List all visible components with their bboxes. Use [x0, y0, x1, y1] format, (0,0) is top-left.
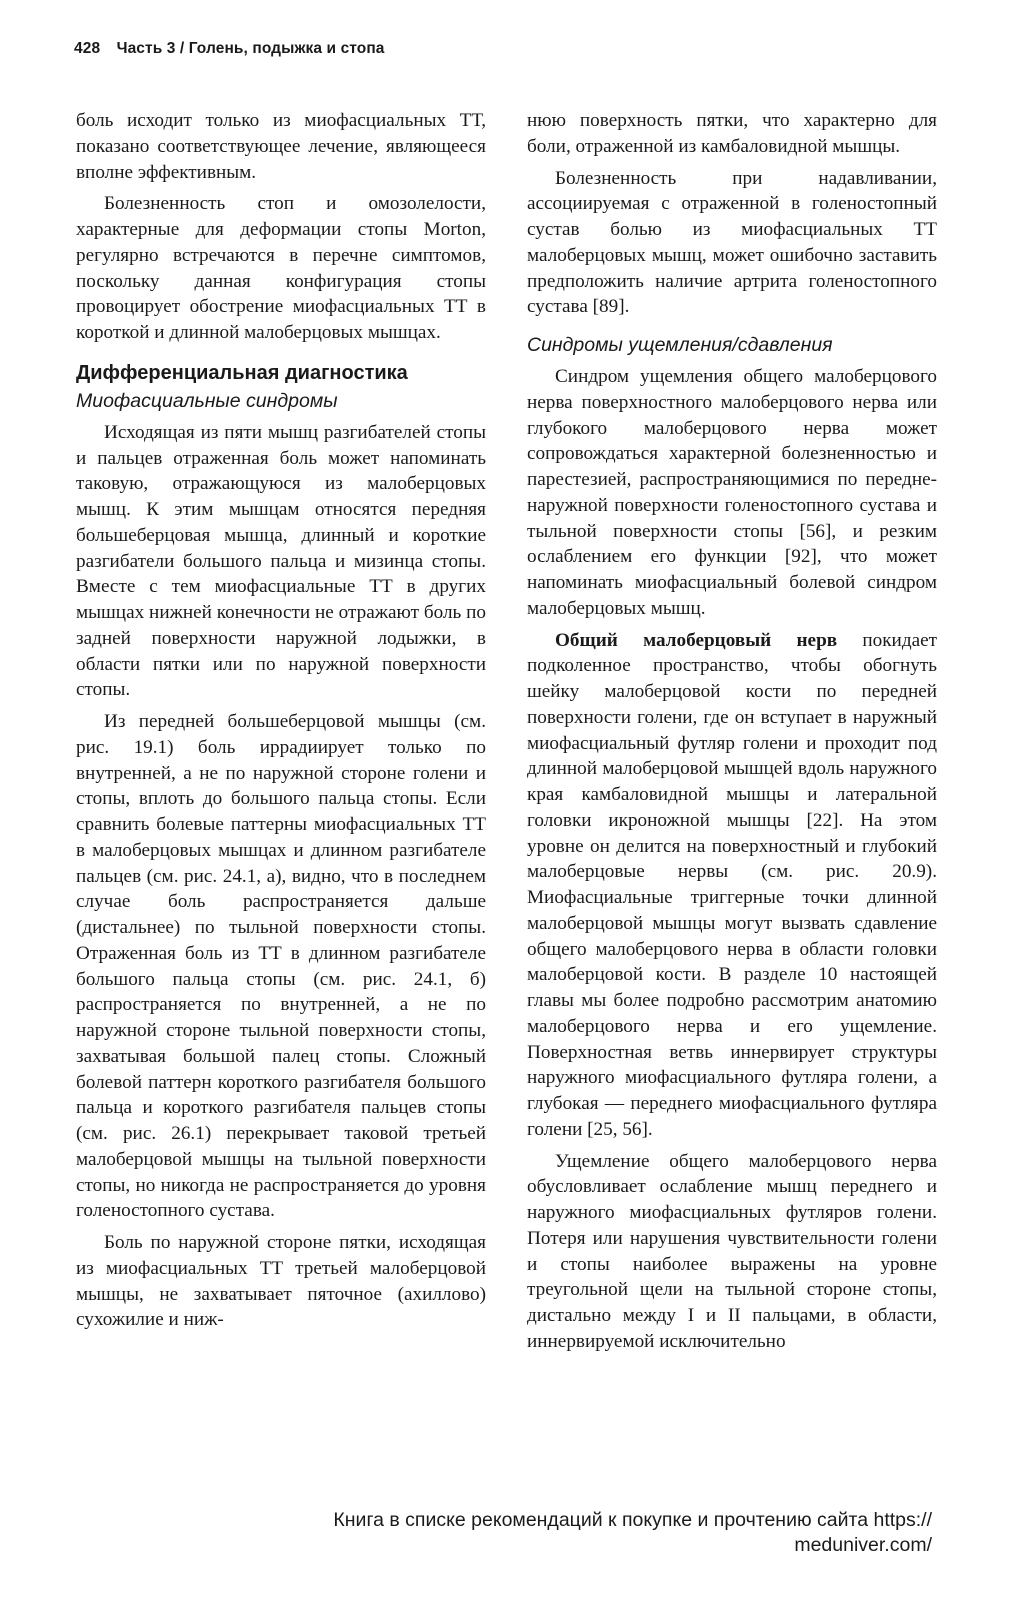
right-column	[527, 108, 937, 1361]
subheading: Миофасциальные синдромы	[76, 389, 338, 412]
page-number: 428	[74, 40, 101, 57]
paragraph-text: покидает подколенное пространство, чтобы обогнуть шейку малоберцовой кости по передней поверхности голени, где он вступает в наружный миофасциальный футляр голени и проходит под длинной малоберцовой мышцей вдоль наружного края камбаловидной мышцы и латеральной головки икроножной мышцы [22]. На этом уровне он делится на поверхностный и глубокий малоберцовые нервы (см. рис. 20.9). Миофасциальные триггерные точки длинной малоберцовой мышцы могут вызвать сдавление общего малоберцового нерва в области головки малоберцовой кости. В разделе 10 настоящей главы мы более подробно рассмотрим анатомию малоберцового нерва и его ущемление. Поверхностная ветвь иннервирует структуры наружного миофасциального футляра голени, а глубокая — переднего миофасциального футляра голени [25, 56].	[527, 629, 937, 1140]
paragraph: Боль по наружной стороне пятки, исходящая из миофасциальных ТТ третьей малоберцовой мышцы, не захватывает пяточное (ахиллово) сухожилие и ниж-	[76, 1232, 486, 1331]
footer-link[interactable]: meduniver.com/	[794, 1534, 932, 1556]
footer-line: Книга в списке рекомендаций к покупке и прочтению сайта https://	[333, 1509, 932, 1531]
paragraph	[527, 628, 937, 1143]
paragraph: Болезненность стоп и омозолелости, характерные для деформации стопы Morton, регулярно встречаются в перечне симптомов, поскольку данная конфигурация стопы провоцирует обострение миофасциальных ТТ в короткой и длинной малоберцовых мышцах.	[76, 193, 486, 343]
section-heading: Дифференциальная диагностика	[76, 361, 408, 384]
paragraph: Болезненность при надавливании, ассоциируемая с отраженной в голеностопный сустав болью из миофасциальных ТТ малоберцовых мышц, может ошибочно заставить предположить наличие артрита голеностопного сустава [89].	[527, 167, 937, 318]
paragraph: боль исходит только из миофасциальных ТТ, показано соответствующее лечение, являющееся вполне эффективным.	[76, 110, 486, 183]
paragraph: Синдром ущемления общего малоберцового нерва поверхностного малоберцового нерва или глубокого малоберцового нерва может сопровождаться характерной болезненностью и парестезией, распространяющимися по переднe-наружной поверхности голеностопного сустава и тыльной поверхности стопы [56], и резким ослаблением его функции [92], что может напоминать миофасциальный болевой синдром малоберцовых мышц.	[527, 366, 937, 619]
paragraph: нюю поверхность пятки, что характерно для боли, отраженной из камбаловидной мышцы.	[527, 110, 937, 157]
watermark-footer	[172, 1508, 932, 1558]
paragraph: Ущемление общего малоберцового нерва обусловливает ослабление мышц переднего и наружного миофасциальных футляров голени. Потеря или нарушения чувствительности голени и стопы наиболее выражены на уровне треугольной щели на тыльной стороне стопы, дистально между I и II пальцами, в области, иннервируемой исключительно	[527, 1150, 937, 1352]
running-head	[74, 40, 385, 58]
bold-term: Общий малоберцовый нерв	[555, 629, 838, 651]
paragraph: Исходящая из пяти мышц разгибателей стопы и пальцев отраженная боль может напоминать таковую, отражающуюся из малоберцовых мышц. К этим мышцам относятся передняя большеберцовая мышца, длинный и короткие разгибатели большого пальца и мизинца стопы. Вместе с тем миофасциальные ТТ в других мышцах нижней конечности не отражают боль по задней поверхности наружной лодыжки, в области пятки или по наружной поверхности стопы.	[76, 421, 486, 701]
left-column	[76, 108, 486, 1339]
paragraph: Из передней большеберцовой мышцы (см. рис. 19.1) боль иррадиирует только по внутренней, а не по наружной стороне голени и стопы, вплоть до большого пальца стопы. Если сравнить болевые паттерны миофасциальных ТТ в малоберцовых мышцах и длинном разгибателе пальцев (см. рис. 24.1, а), видно, что в последнем случае боль распространяется дальше (дистальнее) по тыльной поверхности стопы. Отраженная боль из ТТ в длинном разгибателе большого пальца стопы (см. рис. 24.1, б) распространяется по внутренней, а не по наружной стороне тыльной поверхности стопы, захватывая большой палец стопы. Сложный болевой паттерн короткого разгибателя большого пальца и короткого разгибателя пальцев стопы (см. рис. 26.1) перекрывает таковой третьей малоберцовой мышцы на тыльной поверхности стопы, но никогда не распространяется до уровня голеностопного сустава.	[76, 711, 486, 1222]
subheading: Синдромы ущемления/сдавления	[527, 334, 833, 356]
running-head-title: Часть 3 / Голень, подыжка и стопа	[116, 40, 385, 57]
